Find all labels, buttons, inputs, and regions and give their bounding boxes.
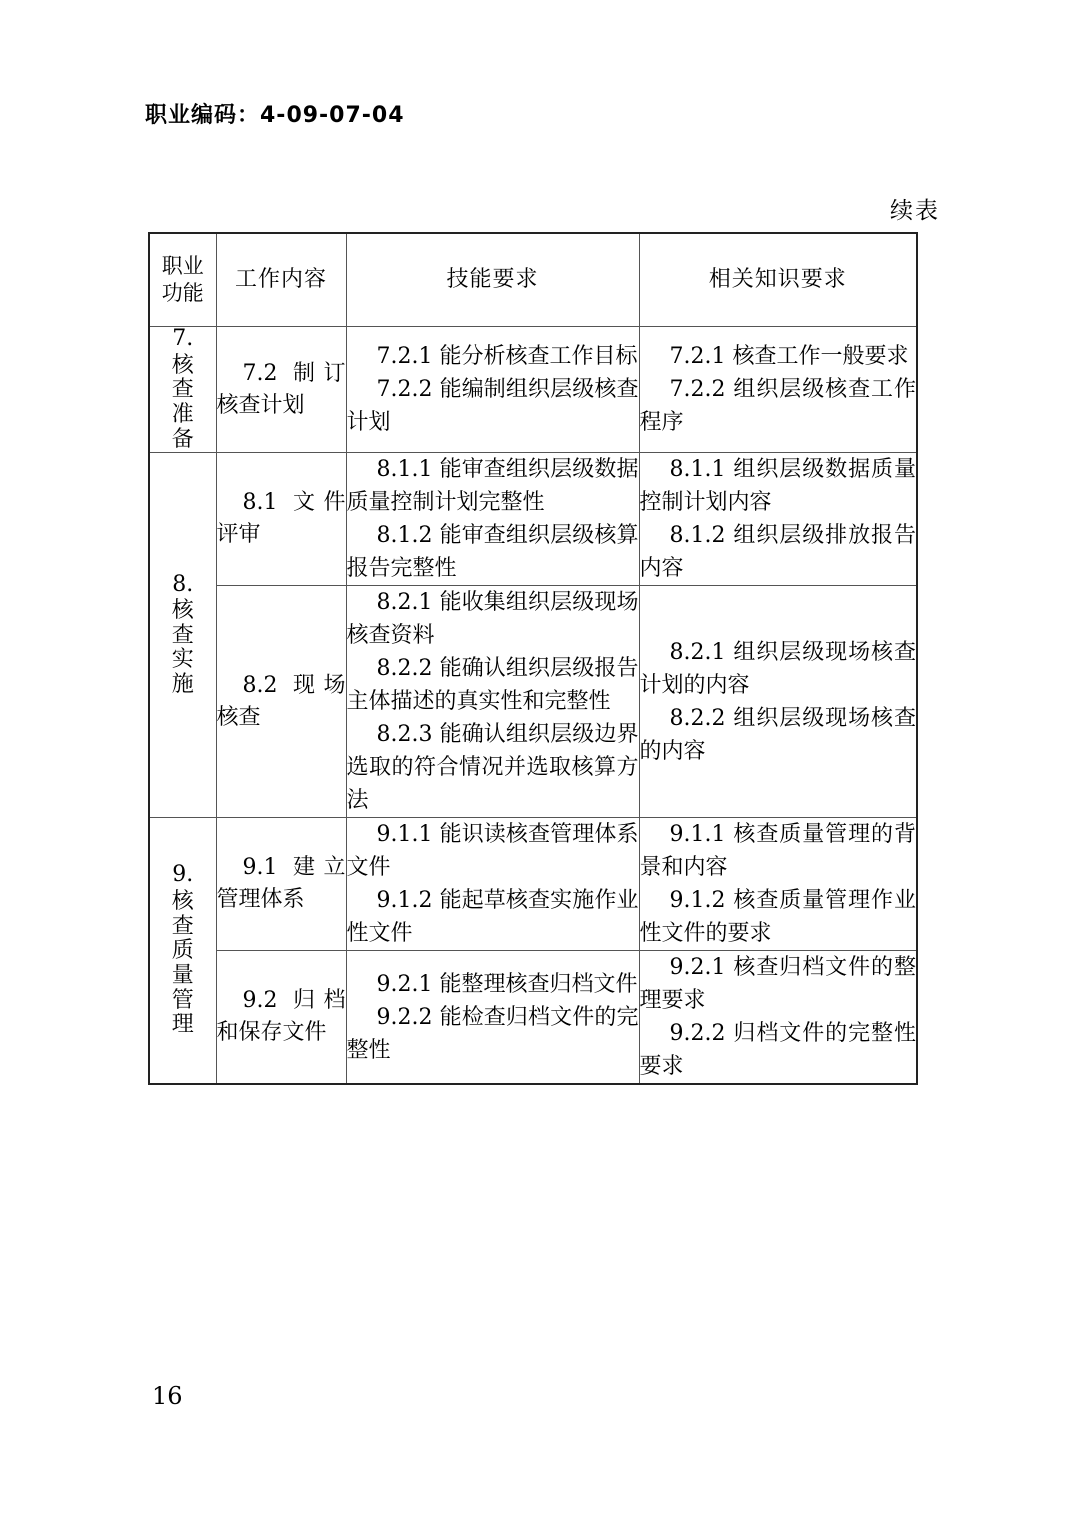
job-function-char: 查 [171, 377, 194, 403]
skill-requirements-cell [346, 586, 639, 818]
job-function-char: 实 [171, 647, 194, 673]
column-header-function-line1: 职业 [161, 253, 204, 278]
job-function-number: 9. [172, 862, 194, 888]
work-content-cell [216, 453, 346, 586]
knowledge-requirement-item: 9.1.2 核查质量管理作业性文件的要求 [639, 888, 916, 947]
work-content-line1: 7.2 制订 [242, 360, 346, 386]
knowledge-requirements-cell [639, 818, 917, 951]
table-row [149, 951, 917, 1085]
job-function-char: 查 [171, 913, 194, 939]
job-function-char: 准 [171, 401, 194, 427]
column-header-function [149, 233, 216, 327]
skill-requirement-item: 8.2.2 能确认组织层级报告主体描述的真实性和完整性 [346, 656, 639, 715]
table-row [149, 586, 917, 818]
job-function-char: 质 [171, 938, 194, 964]
knowledge-requirement-item: 8.1.1 组织层级数据质量控制计划内容 [639, 457, 916, 516]
job-function-number: 8. [172, 571, 194, 597]
job-function-cell [149, 818, 216, 1085]
table-row [149, 453, 917, 586]
job-function-char: 核 [171, 889, 194, 915]
skill-requirements-cell [346, 951, 639, 1085]
skill-requirement-item: 9.1.1 能识读核查管理体系文件 [346, 822, 639, 881]
knowledge-requirement-item: 7.2.2 组织层级核查工作程序 [639, 377, 916, 436]
skill-requirements-cell [346, 453, 639, 586]
page-number: 16 [152, 1382, 183, 1410]
skill-requirement-item: 8.1.1 能审查组织层级数据质量控制计划完整性 [346, 457, 639, 516]
work-content-cell [216, 327, 346, 453]
table-header [149, 233, 917, 327]
knowledge-requirement-item: 7.2.1 核查工作一般要求 [669, 344, 909, 370]
job-function-number: 7. [172, 326, 194, 351]
job-function-vertical-label [150, 863, 216, 1037]
work-content-line2: 评审 [216, 522, 261, 548]
skill-requirement-item: 9.2.1 能整理核查归档文件 [376, 971, 638, 997]
work-content-line1: 9.1 建立 [242, 855, 346, 881]
job-function-char: 核 [171, 352, 194, 378]
table-header-row [149, 233, 917, 327]
column-header-work-content: 工作内容 [216, 233, 346, 327]
knowledge-requirement-item: 8.2.1 组织层级现场核查计划的内容 [639, 639, 916, 698]
knowledge-requirement-item: 9.1.1 核查质量管理的背景和内容 [639, 822, 916, 881]
knowledge-requirements-cell [639, 586, 917, 818]
job-function-char: 核 [171, 598, 194, 624]
job-function-cell [149, 327, 216, 453]
job-function-char: 备 [171, 426, 194, 452]
column-header-function-line2: 功能 [161, 281, 204, 305]
skill-requirement-item: 8.2.1 能收集组织层级现场核查资料 [346, 590, 639, 649]
skill-requirement-item: 8.2.3 能确认组织层级边界选取的符合情况并选取核算方法 [346, 722, 639, 814]
knowledge-requirement-item: 9.2.1 核查归档文件的整理要求 [639, 955, 916, 1014]
skill-requirement-item: 7.2.2 能编制组织层级核查计划 [346, 377, 639, 436]
work-content-cell [216, 818, 346, 951]
knowledge-requirements-cell [639, 327, 917, 453]
job-function-char: 管 [171, 987, 194, 1013]
job-function-vertical-label [150, 327, 216, 452]
skill-requirement-item: 8.1.2 能审查组织层级核算报告完整性 [346, 523, 639, 582]
table-row [149, 327, 917, 453]
work-content-line2: 和保存文件 [216, 1020, 327, 1046]
skill-requirement-item: 9.2.2 能检查归档文件的完整性 [346, 1004, 639, 1063]
job-function-char: 理 [171, 1012, 194, 1038]
skill-requirements-cell [346, 818, 639, 951]
table-row [149, 818, 917, 951]
work-content-line1: 9.2 归档 [242, 988, 346, 1014]
skill-requirement-item: 9.1.2 能起草核查实施作业性文件 [346, 888, 639, 947]
job-function-char: 查 [171, 622, 194, 648]
job-function-char: 量 [171, 962, 194, 988]
skill-requirement-item: 7.2.1 能分析核查工作目标 [376, 344, 638, 370]
work-content-cell [216, 586, 346, 818]
column-header-knowledge-requirements: 相关知识要求 [639, 233, 917, 327]
work-content-line1: 8.1 文件 [242, 490, 346, 516]
work-content-line1: 8.2 现场 [242, 672, 346, 698]
work-content-line2: 管理体系 [216, 887, 305, 913]
work-content-line2: 核查 [216, 704, 261, 730]
column-header-skill-requirements: 技能要求 [346, 233, 639, 327]
continued-table-label: 续表 [890, 198, 940, 224]
knowledge-requirements-cell [639, 453, 917, 586]
knowledge-requirement-item: 8.2.2 组织层级现场核查的内容 [639, 705, 916, 764]
occupational-skills-table [148, 232, 918, 1085]
job-function-vertical-label [150, 573, 216, 698]
knowledge-requirements-cell [639, 951, 917, 1085]
work-content-cell [216, 951, 346, 1085]
knowledge-requirement-item: 8.1.2 组织层级排放报告内容 [639, 523, 916, 582]
table-body [149, 327, 917, 1085]
job-function-cell [149, 453, 216, 818]
work-content-line2: 核查计划 [216, 392, 305, 418]
job-function-char: 施 [171, 672, 194, 698]
knowledge-requirement-item: 9.2.2 归档文件的完整性要求 [639, 1021, 916, 1080]
running-head: 职业编码：4-09-07-04 [145, 103, 405, 128]
skill-requirements-cell [346, 327, 639, 453]
skills-table-container [148, 232, 916, 1085]
